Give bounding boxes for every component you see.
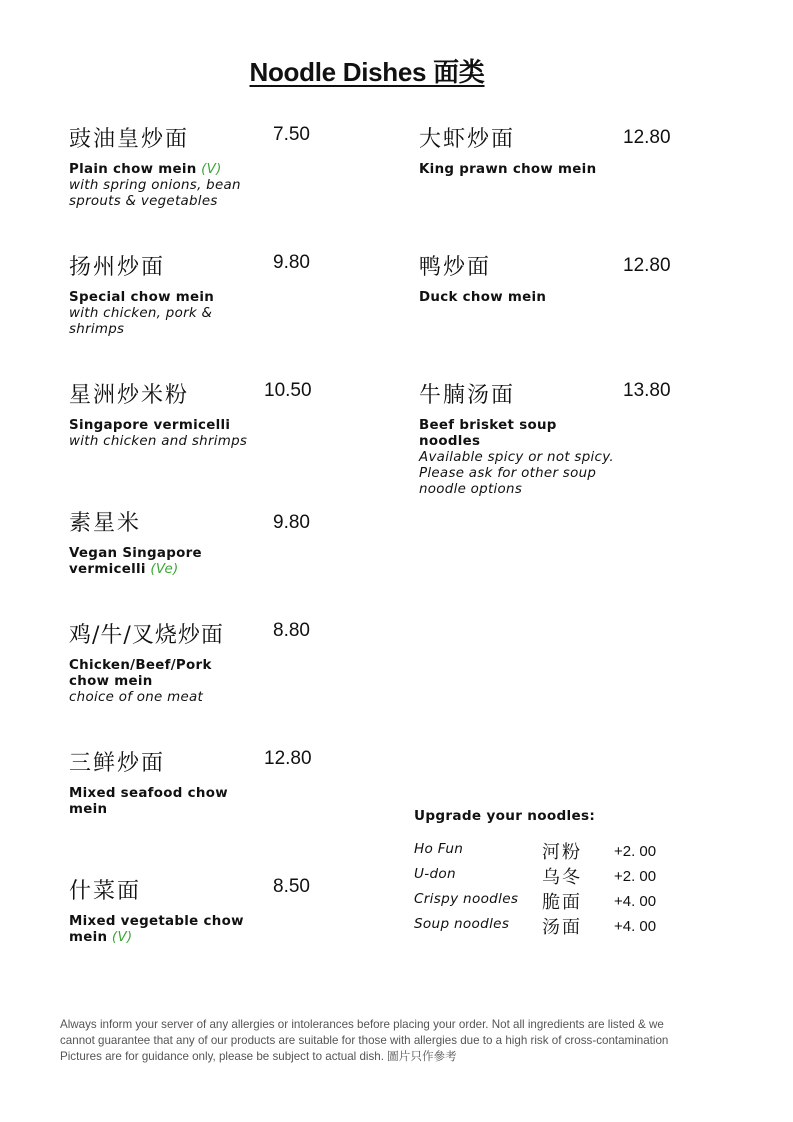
dish-description [69,786,229,818]
dish-description [69,546,219,578]
dish-english-name: Plain chow mein [69,162,197,177]
upgrade-option [414,916,714,940]
dish-price: 9.80 [273,252,310,273]
dish-price: 8.50 [273,876,310,897]
dish-description [69,290,229,338]
upgrade-english-name: Ho Fun [414,841,464,857]
dish-chinese-name: 豉油皇炒面 [69,127,190,152]
upgrade-chinese-name: 乌冬 [542,867,582,888]
dish-subtext: with spring onions, bean sprouts & vegetables [69,178,241,209]
upgrade-option [414,841,714,865]
dish-english-name: Duck chow mein [419,290,547,305]
disclaimer-line: cannot guarantee that any of our products are suitable for those with allergies due to a high risk of cross-contamination [60,1034,669,1047]
upgrade-section [414,808,714,938]
dish-english-name: Singapore vermicelli [69,418,231,433]
upgrade-price: +2. 00 [614,843,657,860]
allergy-disclaimer [60,1017,750,1065]
upgrade-english-name: Soup noodles [414,916,510,932]
dish-subtext: Available spicy or not spicy. Please ask for other soup noodle options [419,450,614,497]
dish-chinese-name: 星洲炒米粉 [69,383,190,408]
dish-price: 12.80 [623,127,671,148]
dish-chinese-name: 扬州炒面 [69,255,166,280]
vegetarian-tag: (V) [201,162,222,177]
dish-price: 7.50 [273,124,310,145]
upgrade-english-name: U-don [414,866,456,882]
upgrade-title: Upgrade your noodles: [414,808,596,824]
upgrade-price: +4. 00 [614,918,657,935]
dish-description [419,418,619,498]
dish-description [69,658,229,706]
dish-description [419,162,619,178]
dish-chinese-name: 牛腩汤面 [419,383,516,408]
dish-subtext: with chicken and shrimps [69,434,248,449]
upgrade-price: +2. 00 [614,868,657,885]
dish-chinese-name: 三鲜炒面 [69,751,166,776]
dish-english-name: Chicken/Beef/Pork chow mein [69,658,212,689]
dish-price: 12.80 [264,748,312,769]
dish-subtext: with chicken, pork & shrimps [69,306,213,337]
upgrade-chinese-name: 河粉 [542,842,582,863]
dish-english-name: Special chow mein [69,290,215,305]
vegan-tag: (Ve) [150,562,179,577]
upgrade-option [414,866,714,890]
dish-price: 13.80 [623,380,671,401]
upgrade-chinese-name: 汤面 [542,917,582,938]
dish-chinese-name: 鸡/牛/叉烧炒面 [69,623,224,648]
dish-price: 12.80 [623,255,671,276]
disclaimer-line: Pictures are for guidance only, please be subject to actual dish. 圖片只作參考 [60,1050,457,1063]
vegetarian-tag: (V) [111,930,133,945]
dish-price: 9.80 [273,512,310,533]
upgrade-option [414,891,714,915]
dish-price: 10.50 [264,380,312,401]
dish-chinese-name: 鸭炒面 [419,255,492,280]
dish-subtext: choice of one meat [69,690,204,705]
upgrade-english-name: Crispy noodles [414,891,519,907]
dish-chinese-name: 什菜面 [69,879,142,904]
upgrade-price: +4. 00 [614,893,657,910]
dish-english-name: Vegan Singapore vermicelli [69,546,202,577]
dish-description [69,418,269,450]
dish-description [69,162,269,210]
dish-description [69,914,249,946]
page-title: Noodle Dishes 面类 [249,57,485,87]
upgrade-chinese-name: 脆面 [542,892,582,913]
dish-english-name: Mixed vegetable chow mein [69,914,244,945]
dish-english-name: Mixed seafood chow mein [69,786,228,817]
dish-english-name: King prawn chow mein [419,162,597,177]
disclaimer-line: Always inform your server of any allergies or intolerances before placing your order. Not all ingredients are listed & we [60,1018,664,1031]
dish-chinese-name: 大虾炒面 [419,127,516,152]
dish-english-name: Beef brisket soup noodles [419,418,557,449]
dish-description [419,290,619,306]
dish-chinese-name: 素星米 [69,511,142,536]
dish-price: 8.80 [273,620,310,641]
